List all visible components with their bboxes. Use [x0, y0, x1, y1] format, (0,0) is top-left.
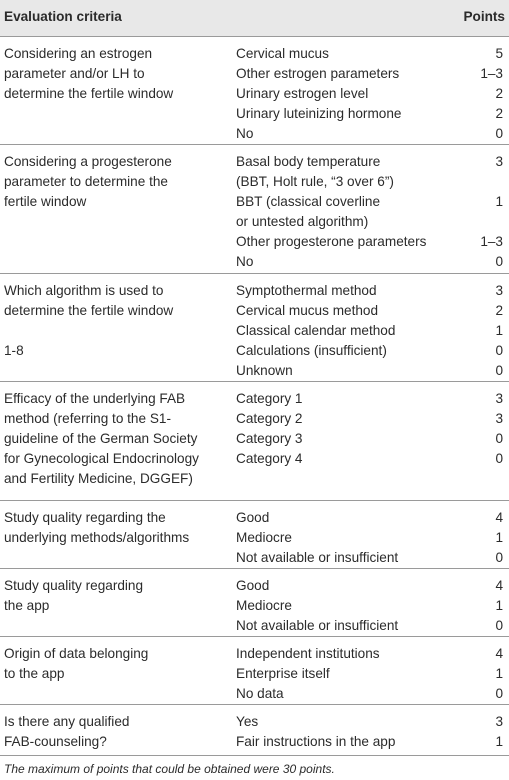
option-label: Yes [236, 714, 259, 729]
points-value: 5 [495, 46, 503, 61]
option-label: No data [236, 686, 284, 701]
points-value: 0 [495, 550, 503, 565]
points-value: 0 [495, 126, 503, 141]
option-label: or untested algorithm) [236, 214, 369, 229]
option-label: Mediocre [236, 530, 292, 545]
option-label: Other estrogen parameters [236, 66, 400, 81]
points-value: 2 [495, 303, 503, 318]
option-label: No [236, 254, 254, 269]
points-value: 4 [495, 646, 503, 661]
points-value: 3 [495, 391, 503, 406]
option-label: (BBT, Holt rule, “3 over 6”) [236, 174, 394, 189]
criteria-line: fertile window [4, 194, 87, 209]
option-label: Urinary estrogen level [236, 86, 369, 101]
criteria-line: 1-8 [4, 343, 24, 358]
option-label: Category 2 [236, 411, 303, 426]
points-value: 0 [495, 343, 503, 358]
points-value: 3 [495, 411, 503, 426]
option-label: Calculations (insufficient) [236, 343, 387, 358]
points-value: 0 [495, 431, 503, 446]
points-value: 4 [495, 510, 503, 525]
table-row-progesterone [0, 145, 509, 274]
table-row-study-quality-methods [0, 501, 509, 569]
option-label: Not available or insufficient [236, 550, 399, 565]
criteria-line: Study quality regarding [4, 578, 144, 593]
criteria-line: to the app [4, 666, 65, 681]
points-value: 0 [495, 618, 503, 633]
option-label: Classical calendar method [236, 323, 396, 338]
points-value: 4 [495, 578, 503, 593]
criteria-line: determine the fertile window [4, 86, 174, 101]
criteria-line: parameter to determine the [4, 174, 168, 189]
option-label: Independent institutions [236, 646, 380, 661]
option-label: Fair instructions in the app [236, 734, 396, 749]
option-label: Other progesterone parameters [236, 234, 427, 249]
option-label: Good [236, 510, 270, 525]
table-row-efficacy [0, 382, 509, 501]
points-value: 1 [495, 530, 503, 545]
criteria-line: underlying methods/algorithms [4, 530, 190, 545]
header-points: Points [463, 9, 505, 24]
option-label: Basal body temperature [236, 154, 381, 169]
table-header [0, 0, 509, 37]
criteria-line: and Fertility Medicine, DGGEF) [4, 471, 193, 486]
points-value: 3 [495, 283, 503, 298]
criteria-line: Considering an estrogen [4, 46, 153, 61]
option-label: Cervical mucus method [236, 303, 379, 318]
points-value: 1–3 [480, 234, 503, 249]
option-label: Unknown [236, 363, 293, 378]
criteria-line: guideline of the German Society [4, 431, 198, 446]
option-label: Mediocre [236, 598, 292, 613]
header-criteria: Evaluation criteria [4, 9, 122, 24]
points-value: 1 [495, 598, 503, 613]
points-value: 2 [495, 106, 503, 121]
criteria-line: Considering a progesterone [4, 154, 172, 169]
points-value: 3 [495, 154, 503, 169]
criteria-line: the app [4, 598, 50, 613]
option-label: Category 4 [236, 451, 303, 466]
criteria-line: Is there any qualified [4, 714, 130, 729]
criteria-line: Which algorithm is used to [4, 283, 164, 298]
points-value: 3 [495, 714, 503, 729]
criteria-line: Efficacy of the underlying FAB [4, 391, 186, 406]
points-value: 1 [495, 734, 503, 749]
table-row-estrogen [0, 37, 509, 145]
points-value: 0 [495, 686, 503, 701]
option-label: Enterprise itself [236, 666, 330, 681]
option-label: No [236, 126, 254, 141]
points-value: 2 [495, 86, 503, 101]
points-value: 1–3 [480, 66, 503, 81]
criteria-line: parameter and/or LH to [4, 66, 145, 81]
criteria-line: determine the fertile window [4, 303, 174, 318]
points-value: 0 [495, 254, 503, 269]
option-label: Cervical mucus [236, 46, 329, 61]
criteria-line: Origin of data belonging [4, 646, 149, 661]
table-row-study-quality-app [0, 569, 509, 637]
option-label: Good [236, 578, 270, 593]
criteria-line: method (referring to the S1- [4, 411, 171, 426]
table-footnote: The maximum of points that could be obtained were 30 points. [4, 762, 335, 776]
points-value: 1 [495, 666, 503, 681]
criteria-line: FAB-counseling? [4, 734, 107, 749]
option-label: BBT (classical coverline [236, 194, 381, 209]
criteria-line: for Gynecological Endocrinology [4, 451, 199, 466]
points-value: 0 [495, 451, 503, 466]
criteria-line: Study quality regarding the [4, 510, 166, 525]
points-value: 1 [495, 323, 503, 338]
table-row-data-origin [0, 637, 509, 705]
option-label: Not available or insufficient [236, 618, 399, 633]
points-value: 0 [495, 363, 503, 378]
option-label: Category 3 [236, 431, 303, 446]
points-value: 1 [495, 194, 503, 209]
option-label: Urinary luteinizing hormone [236, 106, 402, 121]
option-label: Category 1 [236, 391, 303, 406]
table-row-algorithm [0, 274, 509, 382]
option-label: Symptothermal method [236, 283, 377, 298]
table-row-counseling [0, 705, 509, 756]
